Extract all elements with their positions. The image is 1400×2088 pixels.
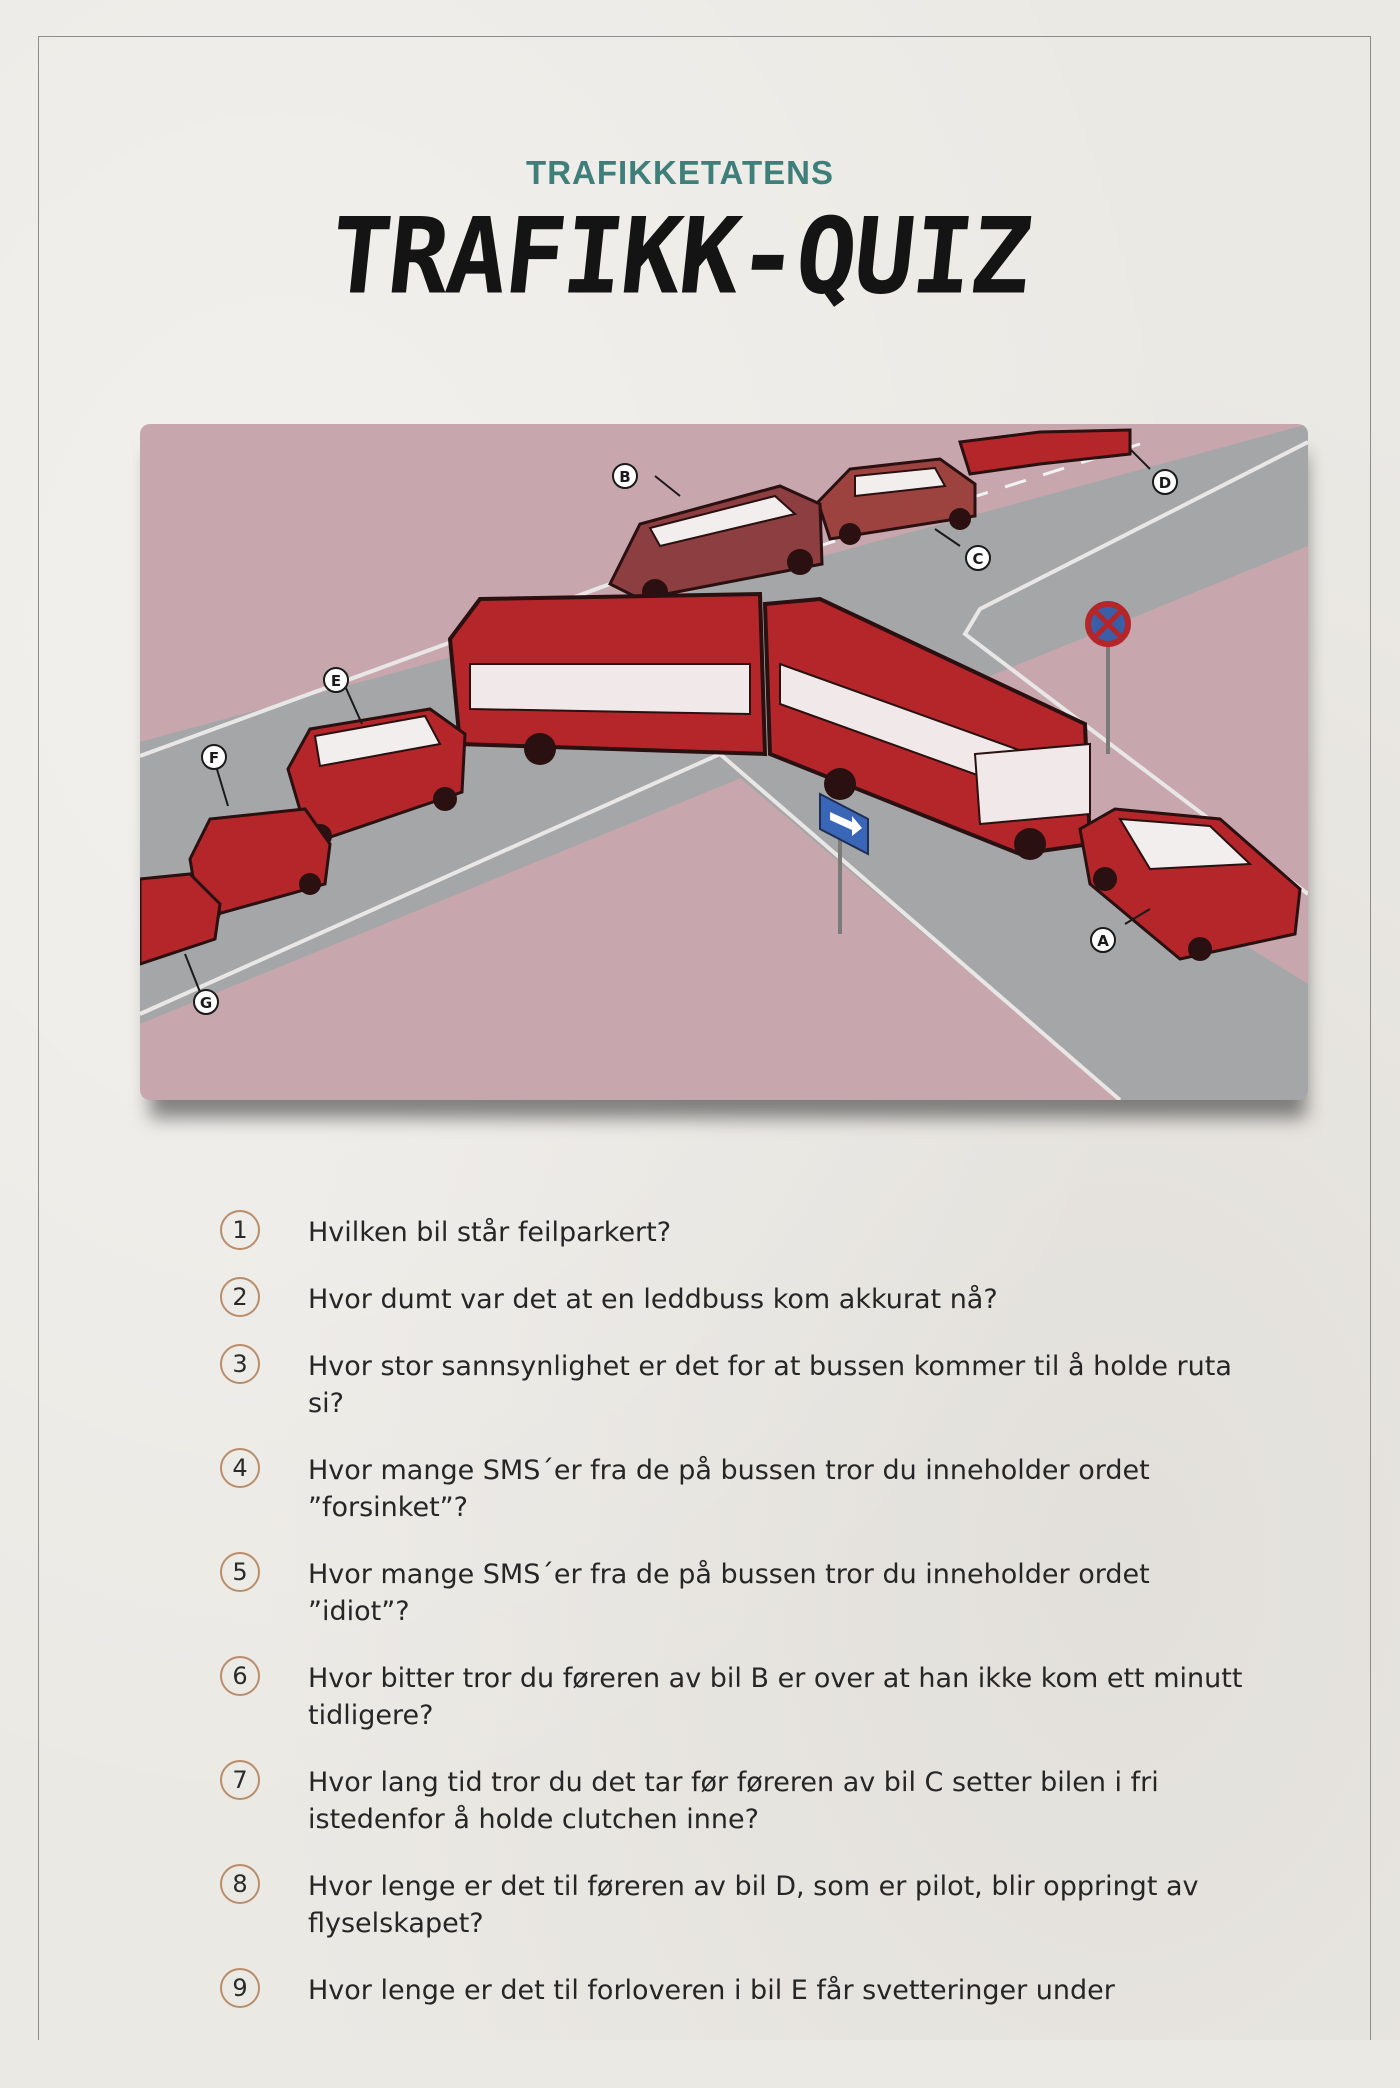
label-f-text: F bbox=[208, 749, 220, 767]
label-e-text: E bbox=[330, 672, 342, 690]
page-kicker: TRAFIKKETATENS bbox=[526, 154, 834, 191]
question-item bbox=[212, 1868, 1252, 1942]
question-number: 1 bbox=[220, 1210, 260, 1250]
intersection-drawing bbox=[140, 424, 1308, 1100]
question-item bbox=[212, 1764, 1252, 1838]
label-c-text: C bbox=[972, 550, 984, 568]
question-text: Hvor lang tid tror du det tar før føreren av bil C setter bilen i fri istedenfor å holde clutchen inne? bbox=[308, 1767, 1159, 1835]
page-title: TRAFIKK-QUIZ bbox=[324, 195, 1036, 318]
question-item bbox=[212, 1348, 1252, 1422]
traffic-illustration bbox=[140, 424, 1308, 1100]
question-text: Hvor dumt var det at en leddbuss kom akkurat nå? bbox=[308, 1284, 998, 1315]
question-list bbox=[212, 1214, 1252, 2039]
question-number: 9 bbox=[220, 1968, 260, 2008]
question-number: 6 bbox=[220, 1656, 260, 1696]
question-item bbox=[212, 1214, 1252, 1251]
label-b-text: B bbox=[619, 468, 631, 486]
question-item bbox=[212, 1660, 1252, 1734]
question-text: Hvor stor sannsynlighet er det for at bussen kommer til å holde ruta si? bbox=[308, 1351, 1232, 1419]
question-number: 2 bbox=[220, 1277, 260, 1317]
question-item bbox=[212, 1972, 1252, 2009]
question-number: 8 bbox=[220, 1864, 260, 1904]
question-number: 7 bbox=[220, 1760, 260, 1800]
question-text: Hvor lenge er det til føreren av bil D, som er pilot, blir oppringt av flyselskapet? bbox=[308, 1871, 1199, 1939]
question-number: 5 bbox=[220, 1552, 260, 1592]
question-item bbox=[212, 1556, 1252, 1630]
label-a-text: A bbox=[1097, 932, 1109, 950]
question-number: 3 bbox=[220, 1344, 260, 1384]
question-text: Hvor lenge er det til forloveren i bil E får svetteringer under bbox=[308, 1975, 1115, 2006]
question-item bbox=[212, 1452, 1252, 1526]
question-item bbox=[212, 1281, 1252, 1318]
question-text: Hvilken bil står feilparkert? bbox=[308, 1217, 672, 1248]
page-bottom-edge bbox=[0, 2040, 1400, 2088]
question-number: 4 bbox=[220, 1448, 260, 1488]
label-g-text: G bbox=[199, 994, 213, 1012]
question-text: Hvor mange SMS´er fra de på bussen tror du inneholder ordet ”idiot”? bbox=[308, 1559, 1150, 1627]
question-text: Hvor mange SMS´er fra de på bussen tror du inneholder ordet ”forsinket”? bbox=[308, 1455, 1150, 1523]
label-d-text: D bbox=[1158, 474, 1172, 492]
question-text: Hvor bitter tror du føreren av bil B er over at han ikke kom ett minutt tidligere? bbox=[308, 1663, 1243, 1731]
